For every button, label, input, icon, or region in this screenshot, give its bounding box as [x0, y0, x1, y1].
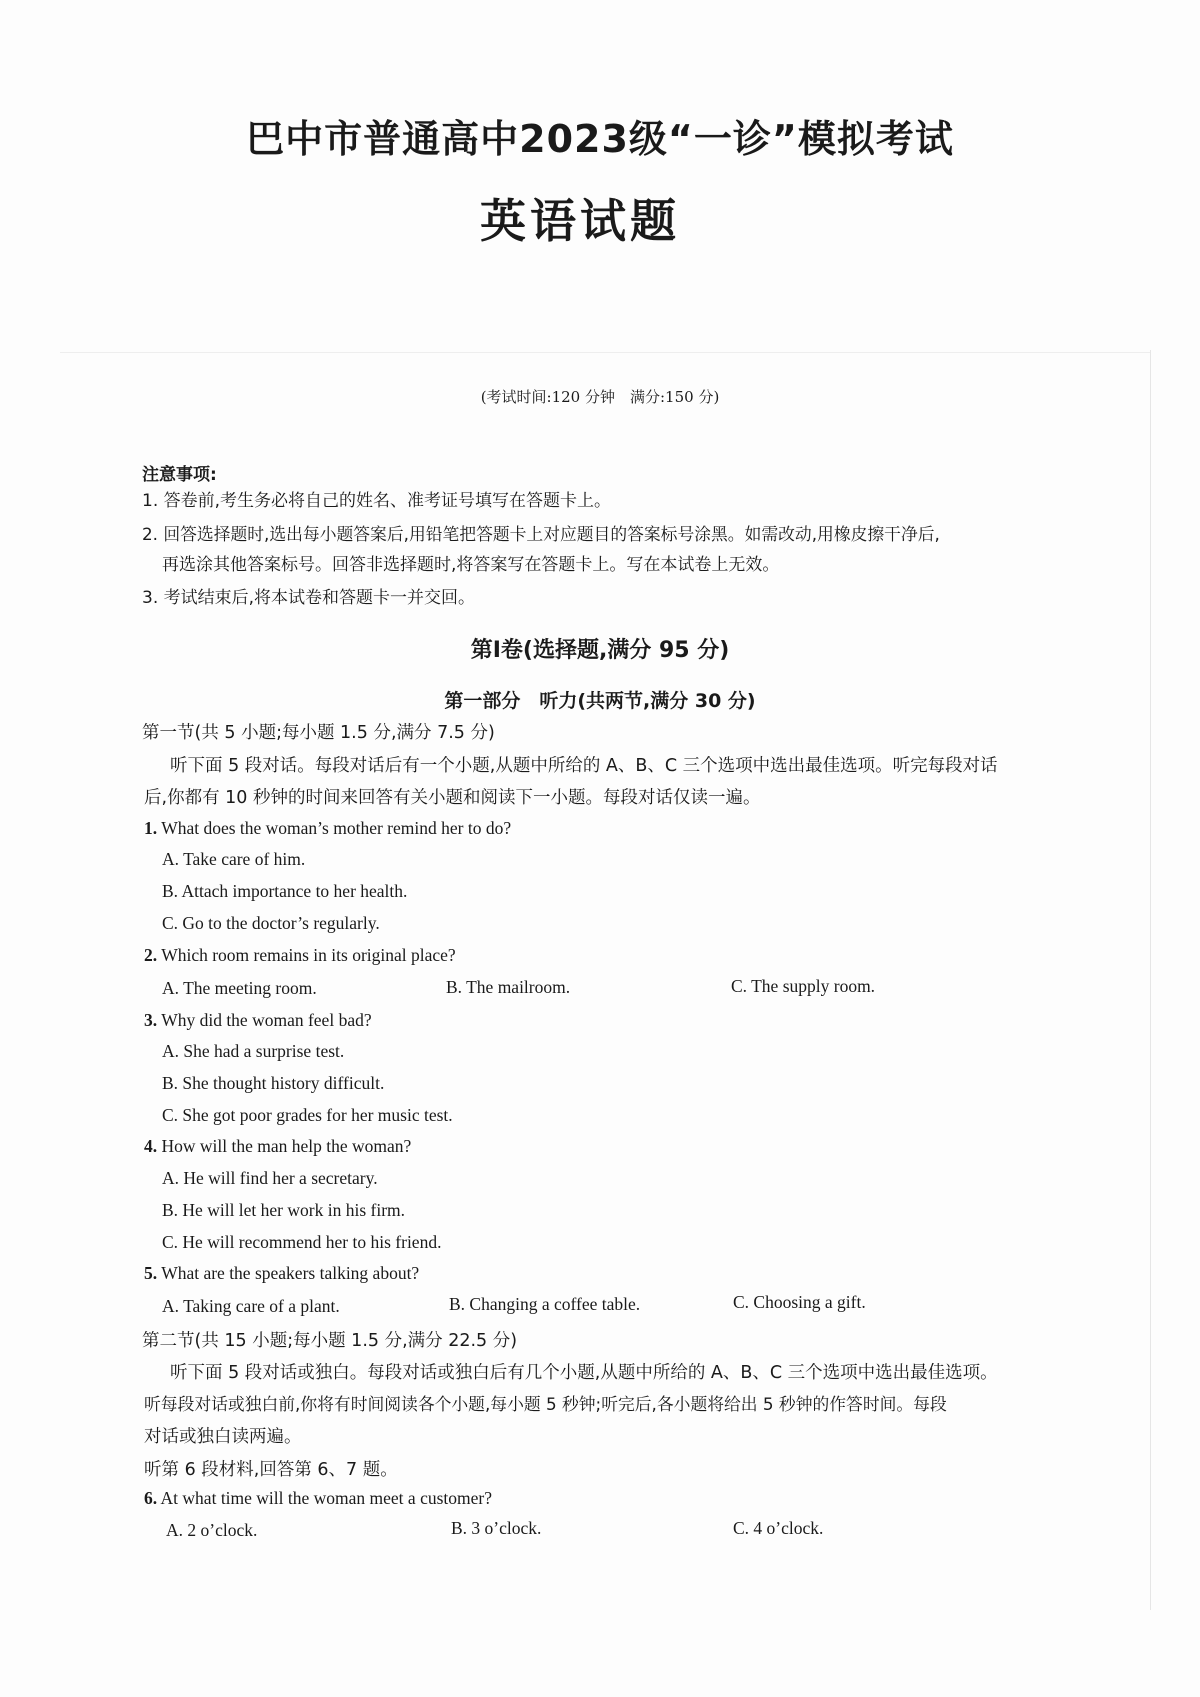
question-text: What does the woman’s mother remind her to do? — [161, 818, 512, 838]
q5-option-c[interactable]: C. Choosing a gift. — [733, 1292, 866, 1312]
question-number: 2. — [144, 945, 158, 965]
question-text: At what time will the woman meet a customer? — [160, 1488, 492, 1508]
q4-option-b[interactable]: B. He will let her work in his firm. — [162, 1200, 406, 1220]
material-6-instruction: 听第 6 段材料,回答第 6、7 题。 — [144, 1460, 398, 1480]
section2-instruction-1: 听下面 5 段对话或独白。每段对话或独白后有几个小题,从题中所给的 A、B、C 三个选项中选出最佳选项。 — [170, 1363, 998, 1383]
q6-option-b[interactable]: B. 3 o’clock. — [451, 1518, 542, 1538]
q3-option-c[interactable]: C. She got poor grades for her music test. — [162, 1105, 453, 1125]
question-6 — [144, 1488, 492, 1509]
question-number: 5. — [144, 1263, 158, 1283]
exam-info: (考试时间:120 分钟 满分:150 分) — [480, 388, 720, 406]
question-number: 1. — [144, 818, 158, 838]
q4-option-a[interactable]: A. He will find her a secretary. — [162, 1168, 378, 1188]
question-text: Why did the woman feel bad? — [161, 1010, 372, 1030]
q5-option-a[interactable]: A. Taking care of a plant. — [162, 1296, 340, 1316]
q6-option-a[interactable]: A. 2 o’clock. — [166, 1520, 258, 1540]
note-item-2-cont: 再选涂其他答案标号。回答非选择题时,将答案写在答题卡上。写在本试卷上无效。 — [162, 555, 780, 575]
q3-option-a[interactable]: A. She had a surprise test. — [162, 1041, 345, 1061]
question-text: Which room remains in its original place? — [161, 945, 456, 965]
volume-title: 第Ⅰ卷(选择题,满分 95 分) — [470, 638, 730, 663]
section2-instruction-2: 听每段对话或独白前,你将有时间阅读各个小题,每小题 5 秒钟;听完后,各小题将给出 5 秒钟的作答时间。每段 — [144, 1394, 947, 1414]
question-number: 3. — [144, 1010, 158, 1030]
scan-border-top — [60, 352, 1150, 353]
exam-title: 巴中市普通高中2023级“一诊”模拟考试 — [246, 117, 954, 161]
question-3 — [144, 1010, 372, 1031]
question-text: What are the speakers talking about? — [161, 1263, 420, 1283]
note-item-2: 2. 回答选择题时,选出每小题答案后,用铅笔把答题卡上对应题目的答案标号涂黑。如需改动,用橡皮擦干净后, — [142, 524, 940, 544]
exam-subtitle: 英语试题 — [480, 194, 680, 248]
question-number: 4. — [144, 1136, 158, 1156]
q3-option-b[interactable]: B. She thought history difficult. — [162, 1073, 385, 1093]
section2-instruction-3: 对话或独白读两遍。 — [144, 1427, 302, 1447]
q5-option-b[interactable]: B. Changing a coffee table. — [449, 1294, 641, 1314]
section1-title: 第一节(共 5 小题;每小题 1.5 分,满分 7.5 分) — [142, 723, 495, 743]
q2-option-c[interactable]: C. The supply room. — [731, 976, 876, 996]
q1-option-a[interactable]: A. Take care of him. — [162, 849, 306, 869]
q6-option-c[interactable]: C. 4 o’clock. — [733, 1518, 824, 1538]
note-item-3: 3. 考试结束后,将本试卷和答题卡一并交回。 — [142, 588, 476, 608]
question-4 — [144, 1136, 411, 1157]
q2-option-a[interactable]: A. The meeting room. — [162, 978, 317, 998]
q1-option-b[interactable]: B. Attach importance to her health. — [162, 881, 408, 901]
section1-instruction-2: 后,你都有 10 秒钟的时间来回答有关小题和阅读下一小题。每段对话仅读一遍。 — [144, 788, 761, 808]
part1-title: 第一部分 听力(共两节,满分 30 分) — [444, 690, 756, 712]
notes-title: 注意事项: — [142, 465, 217, 485]
q2-option-b[interactable]: B. The mailroom. — [446, 977, 571, 997]
question-5 — [144, 1263, 419, 1284]
question-number: 6. — [144, 1488, 158, 1508]
q4-option-c[interactable]: C. He will recommend her to his friend. — [162, 1232, 442, 1252]
note-item-1: 1. 答卷前,考生务必将自己的姓名、准考证号填写在答题卡上。 — [142, 491, 612, 511]
question-text: How will the man help the woman? — [161, 1136, 412, 1156]
section1-instruction-1: 听下面 5 段对话。每段对话后有一个小题,从题中所给的 A、B、C 三个选项中选出最佳选项。听完每段对话 — [170, 756, 998, 776]
question-1 — [144, 818, 511, 839]
question-2 — [144, 945, 456, 966]
q1-option-c[interactable]: C. Go to the doctor’s regularly. — [162, 913, 380, 933]
section2-title: 第二节(共 15 小题;每小题 1.5 分,满分 22.5 分) — [142, 1331, 518, 1351]
scan-border-right — [1150, 350, 1151, 1610]
